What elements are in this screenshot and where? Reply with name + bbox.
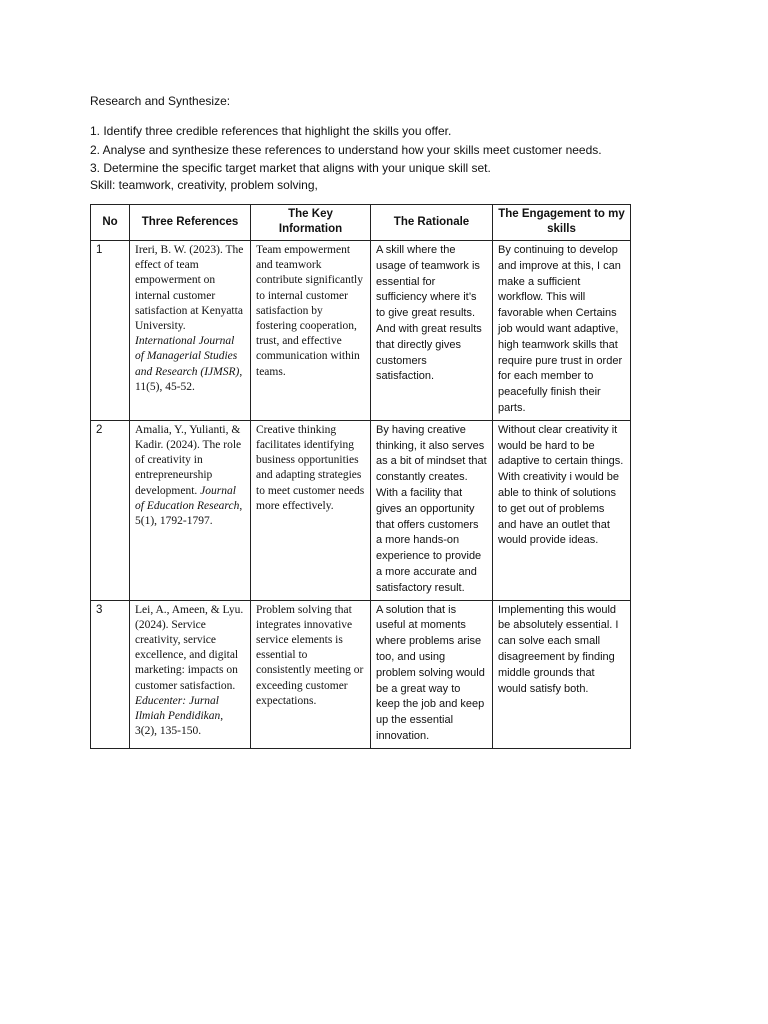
row-number: 2 (91, 420, 130, 600)
page-heading: Research and Synthesize: (90, 94, 231, 108)
reference-journal: International Journal of Managerial Studies and Research (IJMSR) (135, 335, 240, 378)
engagement-cell: Without clear creativity it would be hard to be adaptive to certain things. With creativity i would be able to think of solutions to get out of problems and have an outlet that would provide ideas. (493, 420, 631, 600)
reference-volume: , 11(5), 45-52. (135, 365, 243, 393)
instruction-item: 3. Determine the specific target market that aligns with your unique skill set. (90, 161, 491, 175)
reference-cell (130, 241, 251, 421)
header-key-information: The Key Information (251, 205, 371, 241)
key-information-cell: Creative thinking facilitates identifying business opportunities and adapting strategies to meet customer needs more effectively. (251, 420, 371, 600)
table-header-row (91, 205, 631, 241)
reference-volume: , 5(1), 1792-1797. (135, 499, 243, 527)
references-table (90, 204, 631, 749)
row-number: 1 (91, 241, 130, 421)
engagement-cell: By continuing to develop and improve at this, I can make a sufficient workflow. This will favorable when Certains job would want adaptive, high teamwork skills that require pure trust in order for each member to peacefully finish their parts. (493, 241, 631, 421)
reference-citation: Amalia, Y., Yulianti, & Kadir. (2024). The role of creativity in entrepreneurship development. (135, 423, 242, 497)
table-row (91, 600, 631, 748)
table-row (91, 241, 631, 421)
instruction-item: 2. Analyse and synthesize these references to understand how your skills meet customer needs. (90, 142, 602, 157)
rationale-cell: By having creative thinking, it also serves as a bit of mindset that constantly creates. With a facility that gives an opportunity that offers customers a more hands-on experience to provide a more accurate and satisfactory result. (371, 420, 493, 600)
reference-journal: Journal of Education Research (135, 484, 240, 512)
row-number: 3 (91, 600, 130, 748)
instruction-list (90, 122, 602, 178)
reference-volume: , 3(2), 135-150. (135, 709, 224, 738)
reference-cell (130, 420, 251, 600)
rationale-cell: A skill where the usage of teamwork is essential for sufficiency where it’s to give great results. And with great results that directly gives customers satisfaction. (371, 241, 493, 421)
key-information-cell: Problem solving that integrates innovative service elements is essential to consistently meeting or exceeding customer expectations. (251, 600, 371, 748)
header-engagement: The Engagement to my skills (493, 205, 631, 241)
table-row (91, 420, 631, 600)
engagement-cell: Implementing this would be absolutely essential. I can solve each small disagreement by finding middle grounds that would satisfy both. (493, 600, 631, 748)
reference-citation: Lei, A., Ameen, & Lyu. (2024). Service creativity, service excellence, and digital marketing: impacts on customer satisfaction. (135, 603, 244, 692)
header-references: Three References (130, 205, 251, 241)
key-information-cell: Team empowerment and teamwork contribute significantly to internal customer satisfaction by fostering cooperation, trust, and effective communication within teams. (251, 241, 371, 421)
header-rationale: The Rationale (371, 205, 493, 241)
skill-line: Skill: teamwork, creativity, problem solving, (90, 178, 318, 192)
header-no: No (91, 205, 130, 241)
rationale-cell: A solution that is useful at moments where problems arise too, and using problem solving would be a great way to keep the job and keep up the essential innovation. (371, 600, 493, 748)
instruction-item: 1. Identify three credible references that highlight the skills you offer. (90, 124, 452, 138)
reference-cell (130, 600, 251, 748)
reference-journal: Educenter: Jurnal Ilmiah Pendidikan (135, 694, 221, 722)
reference-citation: Ireri, B. W. (2023). The effect of team empowerment on internal customer satisfaction at Kenyatta University. (135, 244, 244, 333)
